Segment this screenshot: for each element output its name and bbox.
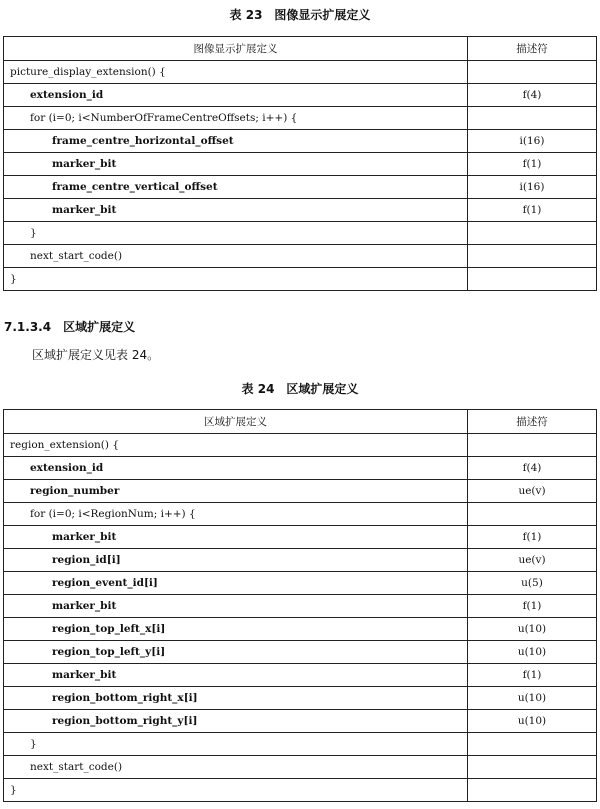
syntax-cell: region_top_left_y[i] — [4, 641, 468, 664]
syntax-cell: } — [4, 779, 468, 802]
syntax-cell: } — [4, 222, 468, 245]
table-header-row — [4, 37, 597, 61]
descriptor-cell — [468, 245, 597, 268]
syntax-cell: marker_bit — [4, 153, 468, 176]
table-row — [4, 61, 597, 84]
descriptor-cell: u(10) — [468, 687, 597, 710]
descriptor-cell: u(10) — [468, 641, 597, 664]
descriptor-cell: i(16) — [468, 176, 597, 199]
table-row — [4, 779, 597, 802]
descriptor-cell: f(1) — [468, 526, 597, 549]
syntax-cell: marker_bit — [4, 199, 468, 222]
table-24-caption: 表 24 区域扩展定义 — [241, 382, 359, 396]
descriptor-cell: f(1) — [468, 199, 597, 222]
table-row — [4, 268, 597, 291]
section-heading: 7.1.3.4 区域扩展定义 — [4, 320, 136, 334]
table-row — [4, 664, 597, 687]
table-row — [4, 153, 597, 176]
descriptor-cell — [468, 107, 597, 130]
table-row — [4, 710, 597, 733]
descriptor-cell: u(10) — [468, 618, 597, 641]
syntax-cell: next_start_code() — [4, 245, 468, 268]
table-row — [4, 107, 597, 130]
descriptor-cell — [468, 222, 597, 245]
table-row — [4, 733, 597, 756]
table-row — [4, 130, 597, 153]
syntax-cell: } — [4, 268, 468, 291]
descriptor-cell: u(5) — [468, 572, 597, 595]
syntax-cell: region_bottom_right_y[i] — [4, 710, 468, 733]
table-row — [4, 595, 597, 618]
syntax-cell: extension_id — [4, 84, 468, 107]
syntax-cell: region_event_id[i] — [4, 572, 468, 595]
syntax-cell: frame_centre_horizontal_offset — [4, 130, 468, 153]
descriptor-cell — [468, 756, 597, 779]
region-extension-table — [3, 409, 597, 802]
descriptor-cell: f(1) — [468, 153, 597, 176]
picture-display-extension-table — [3, 36, 597, 291]
syntax-cell: marker_bit — [4, 526, 468, 549]
syntax-cell: region_extension() { — [4, 434, 468, 457]
descriptor-cell: f(1) — [468, 664, 597, 687]
syntax-cell: for (i=0; i<NumberOfFrameCentreOffsets; i++) { — [4, 107, 468, 130]
table-row — [4, 572, 597, 595]
syntax-cell: marker_bit — [4, 664, 468, 687]
syntax-cell: extension_id — [4, 457, 468, 480]
descriptor-cell: ue(v) — [468, 480, 597, 503]
table-row — [4, 618, 597, 641]
syntax-column-header: 图像显示扩展定义 — [4, 37, 468, 61]
descriptor-cell: f(4) — [468, 84, 597, 107]
descriptor-column-header: 描述符 — [468, 37, 597, 61]
table-row — [4, 199, 597, 222]
descriptor-cell — [468, 434, 597, 457]
table-row — [4, 434, 597, 457]
table-row — [4, 222, 597, 245]
syntax-cell: marker_bit — [4, 595, 468, 618]
descriptor-cell: ue(v) — [468, 549, 597, 572]
table-row — [4, 549, 597, 572]
syntax-cell: for (i=0; i<RegionNum; i++) { — [4, 503, 468, 526]
descriptor-cell — [468, 268, 597, 291]
table-row — [4, 245, 597, 268]
syntax-column-header: 区域扩展定义 — [4, 410, 468, 434]
table-row — [4, 641, 597, 664]
syntax-cell: region_bottom_right_x[i] — [4, 687, 468, 710]
descriptor-column-header: 描述符 — [468, 410, 597, 434]
syntax-cell: frame_centre_vertical_offset — [4, 176, 468, 199]
descriptor-cell: i(16) — [468, 130, 597, 153]
descriptor-cell: f(1) — [468, 595, 597, 618]
descriptor-cell: u(10) — [468, 710, 597, 733]
table-row — [4, 176, 597, 199]
table-row — [4, 756, 597, 779]
table-header-row — [4, 410, 597, 434]
syntax-cell: region_number — [4, 480, 468, 503]
table-row — [4, 480, 597, 503]
table-row — [4, 687, 597, 710]
syntax-cell: region_top_left_x[i] — [4, 618, 468, 641]
table-23-caption: 表 23 图像显示扩展定义 — [229, 8, 371, 22]
descriptor-cell — [468, 779, 597, 802]
syntax-cell: picture_display_extension() { — [4, 61, 468, 84]
section-paragraph: 区域扩展定义见表 24。 — [32, 348, 160, 362]
syntax-cell: region_id[i] — [4, 549, 468, 572]
table-row — [4, 84, 597, 107]
syntax-cell: next_start_code() — [4, 756, 468, 779]
table-row — [4, 457, 597, 480]
syntax-cell: } — [4, 733, 468, 756]
descriptor-cell — [468, 733, 597, 756]
table-row — [4, 526, 597, 549]
descriptor-cell — [468, 503, 597, 526]
descriptor-cell: f(4) — [468, 457, 597, 480]
descriptor-cell — [468, 61, 597, 84]
table-row — [4, 503, 597, 526]
